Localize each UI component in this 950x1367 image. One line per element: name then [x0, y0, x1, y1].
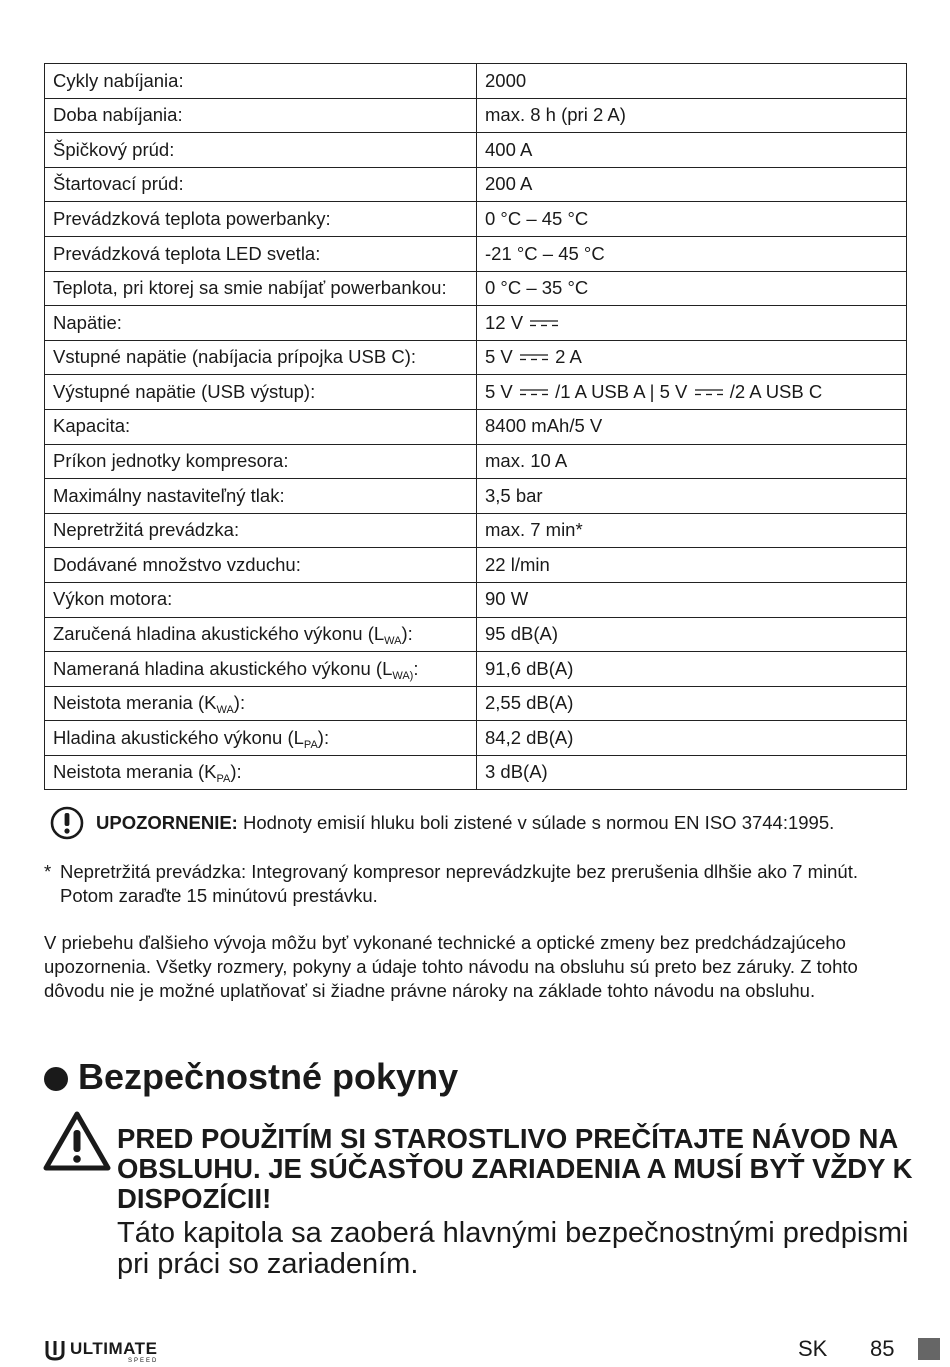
spec-label-text: Zaručená hladina akustického výkonu (L	[53, 623, 385, 645]
spec-label-text: Výstupné napätie (USB výstup):	[53, 380, 316, 402]
spec-value-text: max. 8 h (pri 2 A)	[485, 104, 626, 126]
spec-value	[477, 755, 907, 790]
table-row	[45, 409, 907, 444]
table-row	[45, 617, 907, 652]
spec-value-text: 200 A	[485, 173, 533, 195]
language-code: SK	[798, 1336, 828, 1361]
spec-label	[45, 340, 477, 375]
table-row	[45, 582, 907, 617]
bullet-icon	[44, 1067, 68, 1091]
spec-label-suffix: ):	[317, 726, 330, 748]
footnote-marker: *	[44, 861, 52, 882]
table-row	[45, 167, 907, 202]
spec-value-text: 400 A	[485, 138, 533, 160]
dc-symbol-icon	[528, 318, 560, 328]
table-row	[45, 340, 907, 375]
table-row	[45, 271, 907, 306]
spec-label	[45, 409, 477, 444]
spec-label-text: Hladina akustického výkonu (L	[53, 726, 304, 748]
spec-label	[45, 202, 477, 237]
table-row	[45, 686, 907, 721]
notice-text	[96, 812, 834, 834]
table-row	[45, 652, 907, 687]
noise-notice	[50, 806, 910, 842]
spec-value-text: 3,5 bar	[485, 484, 543, 506]
spec-value-text: 0 °C – 45 °C	[485, 207, 589, 229]
spec-table-body	[45, 64, 907, 790]
table-row	[45, 444, 907, 479]
spec-value-text: /1 A USB A | 5 V	[555, 380, 688, 402]
spec-label-text: Nameraná hladina akustického výkonu (L	[53, 657, 393, 679]
spec-value	[477, 306, 907, 341]
spec-label	[45, 375, 477, 410]
spec-value	[477, 548, 907, 583]
spec-label-text: Napätie:	[53, 311, 122, 333]
spec-label	[45, 582, 477, 617]
spec-label-text: Výkon motora:	[53, 588, 173, 610]
spec-value	[477, 686, 907, 721]
spec-value-text: max. 10 A	[485, 450, 568, 472]
spec-label-text: Štartovací prúd:	[53, 173, 184, 195]
spec-label-text: Kapacita:	[53, 415, 131, 437]
spec-value-text: 84,2 dB(A)	[485, 726, 574, 748]
spec-value-text: 12 V	[485, 311, 524, 333]
spec-label-text: Vstupné napätie (nabíjacia prípojka USB C):	[53, 346, 417, 368]
spec-label-text: Príkon jednotky kompresora:	[53, 450, 289, 472]
spec-label-text: Dodávané množstvo vzduchu:	[53, 553, 301, 575]
disclaimer-paragraph: V priebehu ďalšieho vývoja môžu byť vykonané technické a optické zmeny bez predchádzajúceho upozornenia. Všetky rozmery, pokyny a údaje tohto návodu na obsluhu sú preto bez záruky. Z tohto dôvodu nie je možné uplatňovať si žiadne právne nároky na základe tohto návodu na obsluhu.	[44, 932, 858, 1001]
spec-value-text: max. 7 min*	[485, 519, 583, 541]
spec-value-text: 0 °C – 35 °C	[485, 277, 589, 299]
spec-value	[477, 652, 907, 687]
table-row	[45, 375, 907, 410]
spec-table	[44, 63, 907, 790]
spec-value-text: -21 °C – 45 °C	[485, 242, 605, 264]
table-row	[45, 98, 907, 133]
dc-symbol-icon	[518, 352, 550, 362]
spec-label	[45, 686, 477, 721]
exclamation-circle-icon	[50, 806, 84, 840]
spec-value	[477, 133, 907, 168]
spec-label	[45, 479, 477, 514]
footnote-text: Nepretržitá prevádzka: Integrovaný kompresor neprevádzkujte bez prerušenia dlhšie ako 7 minút. Potom zaraďte 15 minútovú prestávku.	[60, 861, 858, 906]
spec-label-text: Prevádzková teplota powerbanky:	[53, 207, 331, 229]
footnote	[44, 860, 904, 908]
page-number: 85	[870, 1336, 895, 1361]
notice-label: UPOZORNENIE:	[96, 812, 238, 833]
brand-logo-sub: SPEED	[128, 1358, 159, 1364]
spec-value	[477, 236, 907, 271]
spec-value-text: 5 V	[485, 346, 513, 368]
spec-value	[477, 409, 907, 444]
notice-body: Hodnoty emisií hluku boli zistené v súlade s normou EN ISO 3744:1995.	[237, 812, 835, 833]
spec-label-subscript: WA	[384, 635, 402, 648]
spec-value-text: /2 A USB C	[729, 380, 823, 402]
spec-label-text: Neistota merania (K	[53, 761, 217, 783]
section-title: Bezpečnostné pokyny	[78, 1056, 459, 1097]
spec-label	[45, 548, 477, 583]
brand-logo	[44, 1336, 174, 1366]
spec-value	[477, 721, 907, 756]
spec-label	[45, 236, 477, 271]
spec-label	[45, 444, 477, 479]
spec-label	[45, 98, 477, 133]
spec-value-text: 22 l/min	[485, 553, 550, 575]
table-row	[45, 236, 907, 271]
spec-value-text: 90 W	[485, 588, 529, 610]
spec-label	[45, 133, 477, 168]
spec-label	[45, 167, 477, 202]
spec-value	[477, 444, 907, 479]
dc-symbol-icon	[693, 387, 725, 397]
spec-label-text: Neistota merania (K	[53, 692, 217, 714]
brand-logo-word: ULTIMATE	[70, 1339, 158, 1358]
spec-value	[477, 479, 907, 514]
table-row	[45, 548, 907, 583]
spec-label	[45, 652, 477, 687]
dc-symbol-icon	[518, 387, 550, 397]
table-row	[45, 479, 907, 514]
table-row	[45, 133, 907, 168]
spec-value	[477, 617, 907, 652]
spec-value-text: 8400 mAh/5 V	[485, 415, 603, 437]
spec-label	[45, 306, 477, 341]
chapter-tab-marker	[918, 1338, 940, 1360]
warning-heading: PRED POUŽITÍM SI STAROSTLIVO PREČÍTAJTE NÁVOD NA OBSLUHU. JE SÚČASŤOU ZARIADENIA A MUSÍ BYŤ VŽDY K DISPOZÍCII!	[117, 1123, 913, 1214]
spec-label-suffix: :	[413, 657, 419, 679]
spec-label	[45, 617, 477, 652]
spec-value	[477, 340, 907, 375]
spec-label-text: Teplota, pri ktorej sa smie nabíjať powerbankou:	[53, 277, 447, 299]
spec-value	[477, 202, 907, 237]
spec-value	[477, 375, 907, 410]
spec-label-subscript: WA)	[392, 669, 414, 682]
spec-value-text: 3 dB(A)	[485, 761, 548, 783]
spec-value-text: 2,55 dB(A)	[485, 692, 574, 714]
brand-logo-icon	[44, 1338, 66, 1362]
spec-label-text: Maximálny nastaviteľný tlak:	[53, 484, 285, 506]
spec-label-suffix: ):	[233, 692, 246, 714]
spec-label	[45, 721, 477, 756]
table-row	[45, 755, 907, 790]
spec-label	[45, 64, 477, 99]
spec-value-text: 91,6 dB(A)	[485, 657, 574, 679]
table-row	[45, 721, 907, 756]
warning-triangle-icon	[42, 1110, 112, 1172]
table-row	[45, 306, 907, 341]
warning-body: Táto kapitola sa zaoberá hlavnými bezpečnostnými predpismi pri práci so zariadením.	[117, 1217, 909, 1280]
spec-value-text: 5 V	[485, 380, 513, 402]
spec-value-text: 2 A	[555, 346, 582, 368]
table-row	[45, 202, 907, 237]
spec-label-subscript: WA	[216, 704, 234, 717]
spec-label	[45, 513, 477, 548]
spec-label	[45, 755, 477, 790]
table-row	[45, 513, 907, 548]
spec-value	[477, 582, 907, 617]
spec-value-text: 95 dB(A)	[485, 623, 559, 645]
spec-value	[477, 64, 907, 99]
spec-value	[477, 513, 907, 548]
spec-label-text: Prevádzková teplota LED svetla:	[53, 242, 321, 264]
spec-value	[477, 271, 907, 306]
table-row	[45, 64, 907, 99]
spec-label-suffix: ):	[230, 761, 242, 783]
spec-value-text: 2000	[485, 69, 527, 91]
spec-label-suffix: ):	[401, 623, 413, 645]
spec-value	[477, 167, 907, 202]
spec-label-subscript: PA	[216, 773, 231, 786]
spec-label	[45, 271, 477, 306]
spec-label-text: Doba nabíjania:	[53, 104, 183, 126]
spec-label-text: Cykly nabíjania:	[53, 69, 184, 91]
spec-label-text: Nepretržitá prevádzka:	[53, 519, 240, 541]
spec-label-subscript: PA	[303, 738, 318, 751]
spec-label-text: Špičkový prúd:	[53, 138, 175, 160]
spec-value	[477, 98, 907, 133]
